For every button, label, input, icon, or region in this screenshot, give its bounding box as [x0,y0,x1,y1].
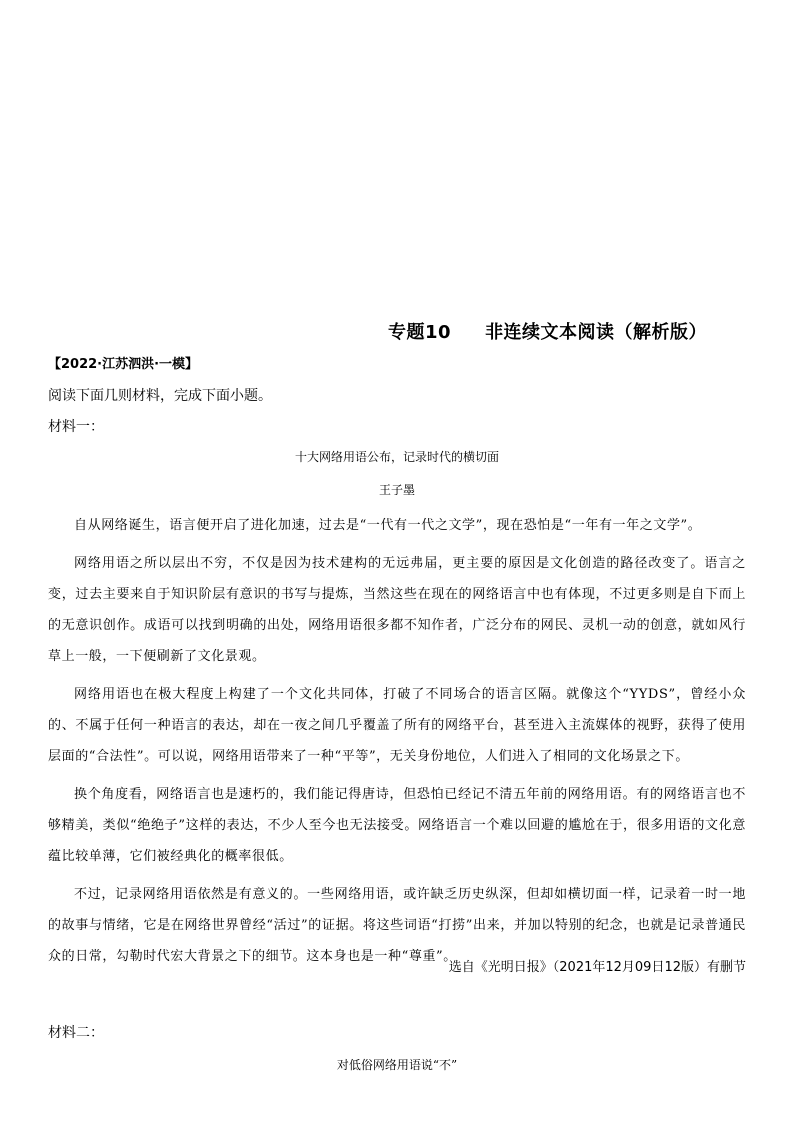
material1-title: 十大网络用语公布，记录时代的横切面 [294,450,499,464]
material2-label: 材料二： [48,1025,104,1041]
instruction-text: 阅读下面几则材料，完成下面小题。 [48,388,272,404]
paragraph: 网络用语之所以层出不穷，不仅是因为技术建构的无远弗届，更主要的原因是文化创造的路径改变了。语言之变，过去主要来自于知识阶层有意识的书写与提炼，当然这些在现在的网络语言中也有体现，不过更多则是自下而上的无意识创作。成语可以找到明确的出处，网络用语很多都不知作者，广泛分布的网民、灵机一动的创意，就如风行草上一般，一下便刷新了文化景观。 [48,556,746,664]
topic-title: 非连续文本阅读（解析版） [485,322,708,343]
material1-citation: 选自《光明日报》（2021年12月09日12版）有删节 [448,960,746,975]
material1-label: 材料一： [48,419,104,435]
paragraph: 网络用语也在极大程度上构建了一个文化共同体，打破了不同场合的语言区隔。就像这个“YYDS”，曾经小众的、不属于任何一种语言的表达，却在一夜之间几乎覆盖了所有的网络平台，甚至进入主流媒体的视野，获得了使用层面的“合法性”。可以说，网络用语带来了一种“平等”，无关身份地位，人们进入了相同的文化场景之下。 [48,687,746,764]
topic-number: 专题10 [388,322,452,343]
material2-title: 对低俗网络用语说“不” [336,1058,458,1072]
exam-source-tag: 【2022·江苏泗洪·一模】 [48,357,199,372]
paragraph: 自从网络诞生，语言便开启了进化加速，过去是“一代有一代之文学”，现在恐怕是“一年有一年之文学”。 [74,518,702,533]
paragraph: 换个角度看，网络语言也是速朽的，我们能记得唐诗，但恐怕已经记不清五年前的网络用语。有的网络语言也不够精美，类似“绝绝子”这样的表达，不少人至今也无法接受。网络语言一个难以回避的尴尬在于，很多用语的文化意蕴比较单薄，它们被经典化的概率很低。 [48,787,746,864]
page-title [388,318,707,344]
material1-author: 王子墨 [378,483,415,497]
paragraph: 不过，记录网络用语依然是有意义的。一些网络用语，或许缺乏历史纵深，但却如横切面一样，记录着一时一地的故事与情绪，它是在网络世界曾经“活过”的证据。将这些词语“打捞”出来，并加以特别的纪念，也就是记录普通民众的日常，勾勒时代宏大背景之下的细节。这本身也是一种“尊重”。 [48,887,746,964]
material1-body [48,510,746,979]
